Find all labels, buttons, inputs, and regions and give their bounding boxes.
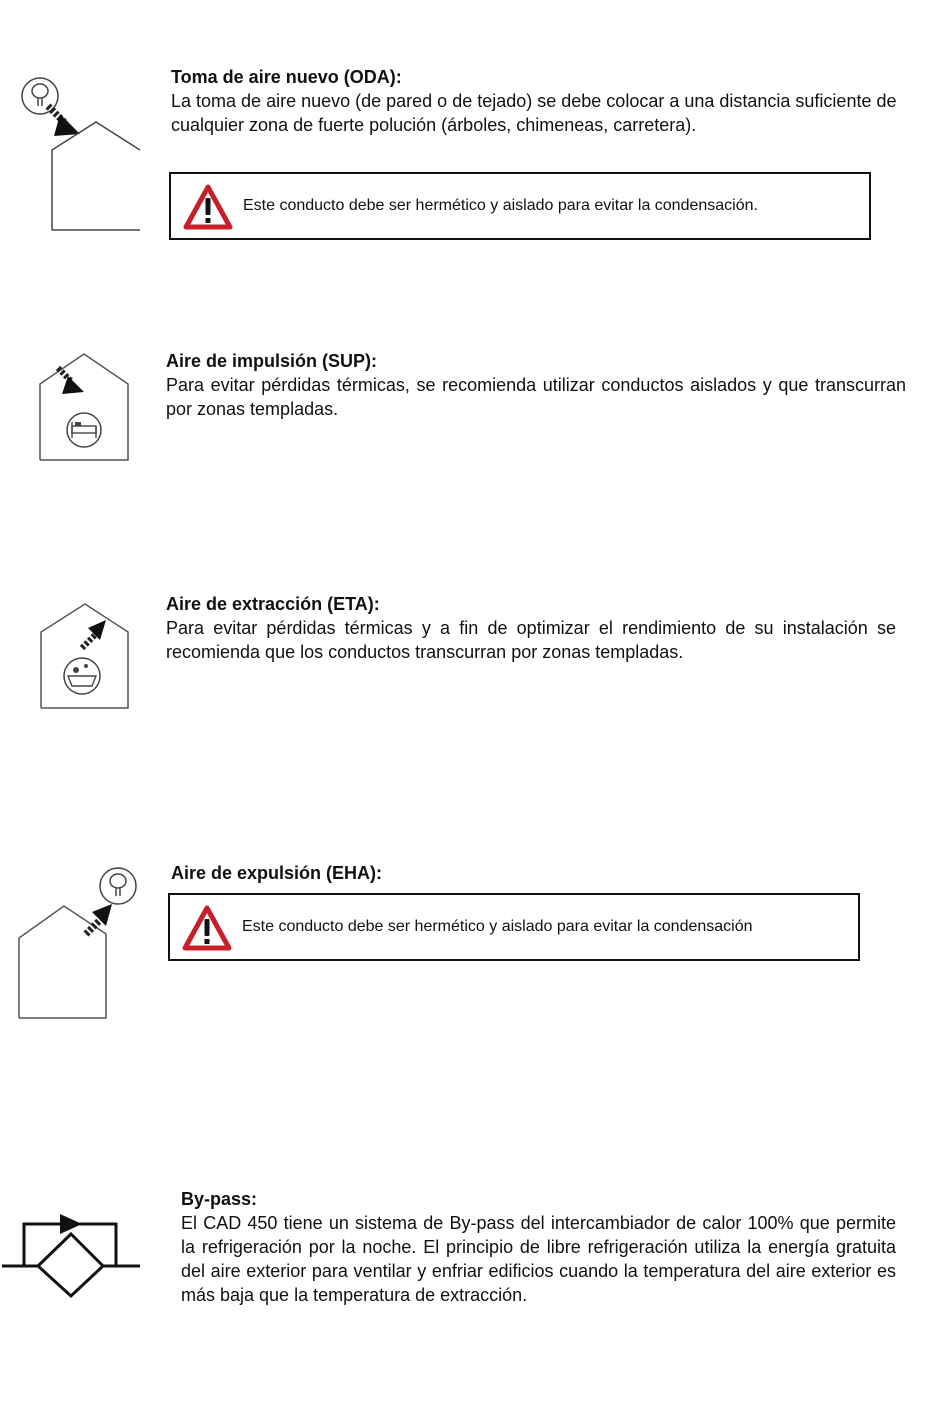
bypass-heat-exchanger-icon	[2, 1210, 142, 1300]
house-extract-bathroom-icon	[38, 600, 138, 712]
warning-triangle-icon	[182, 905, 232, 951]
section-text: Para evitar pérdidas térmicas, se recomienda utilizar conductos aislados y que transcurran por zonas templadas.	[166, 375, 906, 419]
section-text: Para evitar pérdidas térmicas y a fin de optimizar el rendimiento de su instalación se recomienda que los conductos transcurran por zonas templadas.	[166, 618, 896, 662]
house-intake-tree-icon	[10, 70, 150, 235]
warning-text: Este conducto debe ser hermético y aislado para evitar la condensación.	[243, 197, 758, 214]
house-exhaust-tree-icon	[14, 862, 144, 1022]
house-supply-bedroom-icon	[36, 350, 136, 465]
section-title: By-pass:	[181, 1189, 258, 1209]
warning-triangle-icon	[183, 184, 233, 230]
section-title: Aire de extracción (ETA):	[166, 594, 380, 614]
section-text: La toma de aire nuevo (de pared o de tejado) se debe colocar a una distancia suficiente de cualquier zona de fuerte polución (árboles, chimeneas, carretera).	[171, 91, 897, 135]
section-title: Aire de impulsión (SUP):	[166, 351, 378, 371]
warning-box	[169, 172, 871, 240]
warning-box	[168, 893, 860, 961]
section-title: Toma de aire nuevo (ODA):	[171, 67, 402, 87]
warning-text: Este conducto debe ser hermético y aislado para evitar la condensación	[242, 918, 753, 935]
section-title: Aire de expulsión (EHA):	[171, 863, 383, 883]
section-text: El CAD 450 tiene un sistema de By-pass del intercambiador de calor 100% que permite la refrigeración por la noche. El principio de libre refrigeración utiliza la energía gratuita del aire exterior para ventilar y enfriar edificios cuando la temperatura del aire exterior es más baja que la temperatura de extracción.	[181, 1213, 896, 1305]
